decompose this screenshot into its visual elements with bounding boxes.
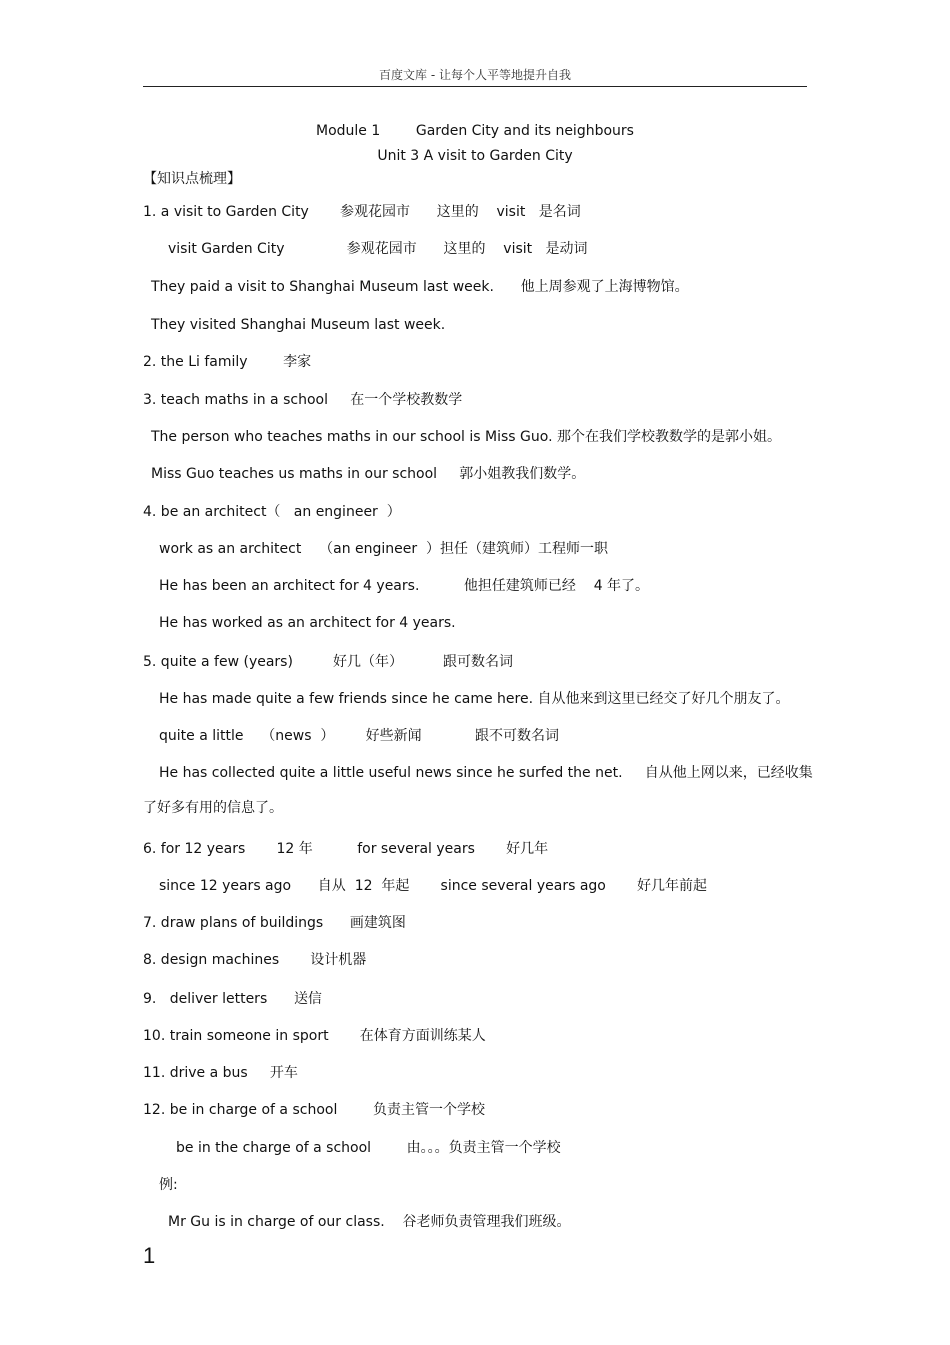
note-line: 12. be in charge of a school 负责主管一个学校 [143, 1102, 485, 1118]
note-line: work as an architect （an engineer ）担任（建筑师）工程师一职 [159, 541, 609, 557]
note-line: He has collected quite a little useful news since he surfed the net. 自从他上网以来，已经收集 [159, 765, 813, 781]
note-line: 3. teach maths in a school 在一个学校教数学 [143, 392, 463, 408]
note-line: The person who teaches maths in our school is Miss Guo. 那个在我们学校教数学的是郭小姐。 [151, 429, 781, 445]
note-line: He has worked as an architect for 4 years. [159, 615, 456, 631]
module-title: Module 1 Garden City and its neighbours [316, 123, 634, 139]
note-line: They paid a visit to Shanghai Museum last week. 他上周参观了上海博物馆。 [151, 279, 689, 295]
note-line: He has made quite a few friends since he came here. 自从他来到这里已经交了好几个朋友了。 [159, 691, 790, 707]
note-line: 8. design machines 设计机器 [143, 952, 367, 968]
note-line: Mr Gu is in charge of our class. 谷老师负责管理我们班级。 [168, 1214, 571, 1230]
note-line: 2. the Li family 李家 [143, 354, 312, 370]
note-line: 6. for 12 years 12 年 for several years 好几年 [143, 841, 549, 857]
note-line: 7. draw plans of buildings 画建筑图 [143, 915, 406, 931]
note-line: 10. train someone in sport 在体育方面训练某人 [143, 1028, 486, 1044]
page-header: 百度文库 - 让每个人平等地提升自我 [379, 68, 571, 82]
page-number: 1 [143, 1243, 156, 1268]
note-line: 例: [159, 1177, 178, 1193]
note-line: quite a little （news ） 好些新闻 跟不可数名词 [159, 728, 559, 744]
section-heading: 【知识点梳理】 [143, 171, 241, 187]
note-line: Miss Guo teaches us maths in our school 郭小姐教我们数学。 [151, 466, 586, 482]
note-line: 4. be an architect（ an engineer ） [143, 504, 401, 520]
note-line: be in the charge of a school 由。。。负责主管一个学校 [176, 1140, 561, 1156]
note-line: 9. deliver letters 送信 [143, 991, 322, 1007]
note-line: They visited Shanghai Museum last week. [151, 317, 446, 333]
note-line: 5. quite a few (years) 好几（年） 跟可数名词 [143, 654, 514, 670]
header-divider [143, 86, 807, 87]
note-line: 11. drive a bus 开车 [143, 1065, 298, 1081]
note-line: 了好多有用的信息了。 [143, 800, 283, 816]
note-line: He has been an architect for 4 years. 他担任建筑师已经 4 年了。 [159, 578, 650, 594]
note-line: visit Garden City 参观花园市 这里的 visit 是动词 [168, 241, 588, 257]
note-line: 1. a visit to Garden City 参观花园市 这里的 visit 是名词 [143, 204, 581, 220]
note-line: since 12 years ago 自从 12 年起 since several years ago 好几年前起 [159, 878, 708, 894]
unit-title: Unit 3 A visit to Garden City [377, 148, 573, 164]
